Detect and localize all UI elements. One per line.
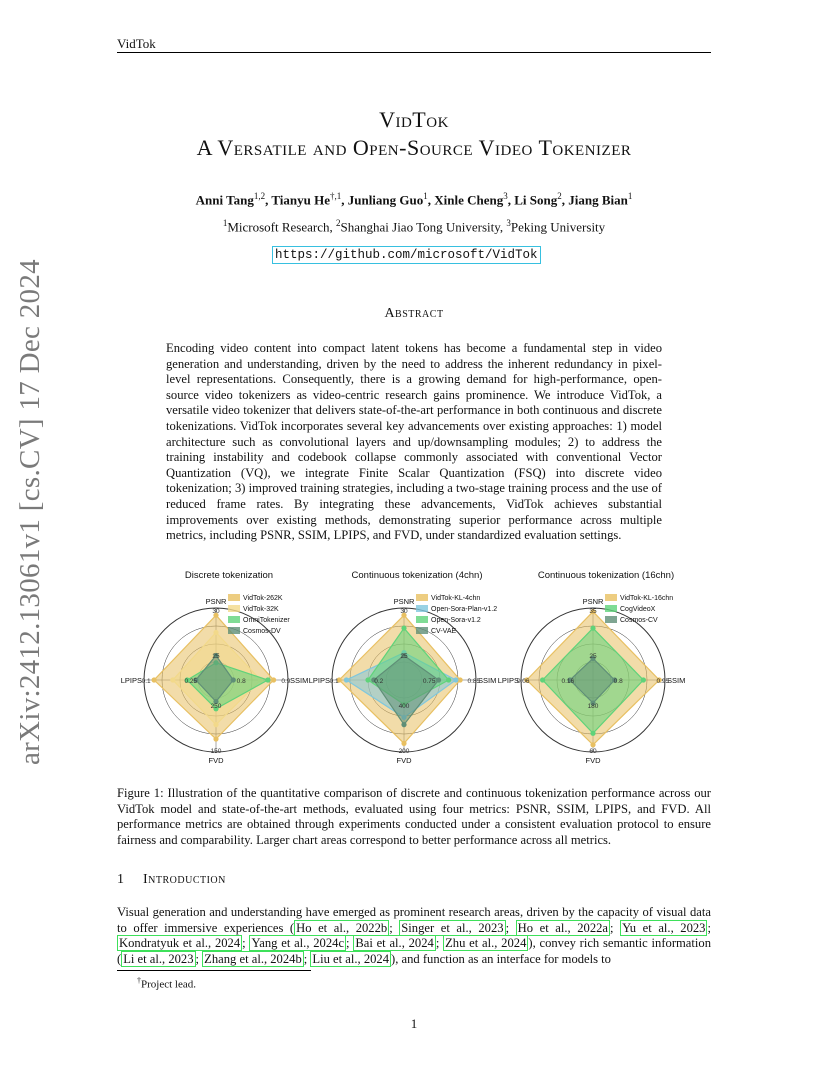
data-point	[170, 677, 175, 682]
page-number: 1	[410, 1016, 418, 1031]
legend-swatch	[228, 616, 240, 623]
author-name: Anni Tang	[195, 192, 254, 208]
author-affil-mark: 1	[423, 191, 428, 201]
legend-swatch	[416, 627, 428, 634]
tick-label: 400	[398, 703, 410, 711]
legend-label: VidTok-KL-16chn	[620, 595, 674, 602]
intro-text-run: ), convey rich semantic information (	[117, 936, 711, 966]
figure-caption	[117, 786, 711, 848]
citation-link[interactable]: Liu et al., 2024	[312, 951, 390, 966]
axis-label: SSIM	[478, 676, 497, 685]
legend-label: Cosmos-DV	[243, 628, 281, 635]
affil-mark: 2	[336, 218, 341, 228]
axis-label: SSIM	[667, 676, 686, 685]
legend-label: CogVideoX	[620, 606, 656, 613]
legend-label: VidTok-32K	[243, 606, 279, 613]
axis-label: PSNR	[205, 597, 227, 606]
data-point	[213, 722, 218, 727]
intro-text-run: ;	[610, 920, 621, 935]
running-header: VidTok	[117, 36, 156, 51]
intro-paragraph	[117, 905, 711, 967]
tick-label: 25	[400, 652, 408, 660]
tick-label: 0.8	[236, 678, 246, 685]
affiliations	[0, 218, 828, 235]
radar-chart-continuous-16chn	[497, 570, 703, 780]
caption-text: Figure 1: Illustration of the quantitative comparison of discrete and continuous tokenization performance across our VidTok model and state-of-the-art methods, evaluated using four metrics: PSNR, SSIM, LPIPS, and FVD. All performance metrics are obtained through experiments conducted under a consistent evaluation protocol to ensure fairness and comparability. Larger chart areas correspond to better performance across all metrics.	[117, 786, 711, 847]
abstract-text: Encoding video content into compact latent tokens has become a fundamental step in video generation and understanding, driven by the need to address the inherent redundancy in pixel-level representations. Consequently, there is a growing demand for high-performance, open-source video tokenizers as video-centric research gains prominence. We introduce VidTok, a versatile video tokenizer that delivers state-of-the-art performance in both continuous and discrete tokenizations. VidTok incorporates several key advancements over existing approaches: 1) model architecture such as convolutional layers and up/downsampling modules; 2) to address the training instability and codebook collapse commonly associated with conventional Vector Quantization (VQ), we integrate Finite Scalar Quantization (FSQ) into discrete video tokenization; 3) improved training strategies, including a two-stage training process and the use of reduced frame rates. By integrating these advancements, VidTok achieves substantial improvements over existing methods, demonstrating superior performance across multiple metrics, including PSNR, SSIM, LPIPS, and FVD, under standardized evaluation settings.	[166, 341, 662, 543]
abstract-heading: Abstract	[384, 306, 444, 321]
legend-swatch	[605, 605, 617, 612]
footnote-text: Project lead.	[141, 978, 196, 991]
author-affil-mark: 1,2	[253, 191, 266, 201]
axis-label: LPIPS	[120, 676, 142, 685]
intro-text-run: ;	[195, 951, 203, 966]
data-point	[401, 722, 406, 727]
data-point	[590, 626, 595, 631]
tick-label: 60	[589, 747, 597, 755]
paper-subtitle: A Versatile and Open-Source Video Tokenizer	[196, 135, 632, 160]
intro-text-run: ;	[505, 920, 516, 935]
legend-swatch	[228, 605, 240, 612]
data-point	[265, 677, 270, 682]
legend-swatch	[228, 594, 240, 601]
data-point	[401, 626, 406, 631]
footnote	[137, 976, 196, 991]
radar-chart-discrete	[120, 570, 326, 780]
chart-title: Discrete tokenization	[184, 570, 274, 581]
chart-title: Continuous tokenization (4chn)	[351, 570, 483, 581]
affil-name: Microsoft Research,	[227, 219, 336, 235]
legend-swatch	[416, 594, 428, 601]
legend-swatch	[605, 594, 617, 601]
legend-label: Open-Sora-v1.2	[431, 617, 481, 624]
data-point	[151, 677, 156, 682]
radar-chart-continuous-4chn	[308, 570, 514, 780]
footnote-mark: †	[137, 976, 141, 985]
data-point	[401, 741, 406, 746]
tick-label: 0.16	[561, 678, 575, 685]
citation-link[interactable]: Yang et al., 2024c	[251, 936, 345, 950]
data-point	[446, 677, 451, 682]
citation-link[interactable]: Zhu et al., 2024	[445, 936, 527, 950]
tick-label: 200	[398, 747, 410, 755]
paper-title: VidTok	[379, 107, 449, 132]
author-name: Xinle Cheng	[434, 192, 504, 208]
data-point	[213, 736, 218, 741]
axis-label: FVD	[396, 756, 412, 765]
citation-link[interactable]: Zhang et al., 2024b	[204, 951, 302, 966]
tick-label: 0.06	[516, 678, 530, 685]
data-point	[365, 677, 370, 682]
citation-link[interactable]: Ho et al., 2022a	[517, 920, 609, 935]
tick-label: 25	[212, 652, 220, 660]
data-point	[590, 731, 595, 736]
data-point	[453, 677, 458, 682]
affil-mark: 3	[506, 218, 511, 228]
chart-title: Continuous tokenization (16chn)	[537, 570, 675, 581]
affil-name: Shanghai Jiao Tong University,	[340, 219, 507, 235]
author-affil-mark: 2	[557, 191, 562, 201]
radar-svg	[497, 570, 703, 780]
tick-label: 25	[589, 652, 597, 660]
intro-text-run: Visual generation and understanding have emerged as prominent research areas, driven by the capacity of visual data to offer immersive experiences (	[117, 905, 711, 935]
author-list: Anni Tang$^{1,2}$, Tianyu $He^{\dagger,1}$, Junliang Guo$^1$, Xinle Cheng$^3$, Li Song$^2$, Jiang Bian$^1$	[195, 191, 633, 208]
radar-svg	[120, 570, 326, 780]
author-name: Li Song	[514, 192, 558, 208]
repo-link[interactable]: https://github.com/microsoft/VidTok	[272, 246, 541, 264]
tick-label: 30	[212, 608, 220, 616]
legend-swatch	[605, 616, 617, 623]
arxiv-identifier[interactable]: arXiv:2412.13061v1 [cs.CV] 17 Dec 2024	[14, 259, 46, 765]
affil-name: Peking University	[510, 219, 606, 235]
header-rule	[117, 52, 711, 53]
citation-link[interactable]: Bai et al., 2024	[355, 936, 434, 950]
legend-swatch	[416, 616, 428, 623]
axis-label: PSNR	[582, 597, 604, 606]
data-point	[590, 742, 595, 747]
author-name: Tianyu He	[271, 192, 330, 208]
citation-link[interactable]: Li et al., 2023	[123, 951, 194, 966]
data-point	[231, 677, 236, 682]
data-point	[641, 677, 646, 682]
tick-label: 0.2	[374, 678, 384, 685]
tick-label: 30	[400, 608, 408, 616]
axis-label: SSIM	[290, 676, 309, 685]
footnote-rule	[117, 970, 311, 971]
author-name: Junliang Guo	[347, 192, 424, 208]
legend-label: Cosmos-CV	[620, 617, 658, 624]
section-heading	[117, 872, 226, 888]
intro-text-run: ;	[707, 920, 711, 935]
author-name: Jiang Bian	[568, 192, 628, 208]
legend-label: OmniTokenizer	[243, 617, 290, 624]
tick-label: 180	[587, 703, 599, 711]
citation-link[interactable]: Kondratyuk et al., 2024	[119, 936, 241, 950]
axis-label: LPIPS	[497, 676, 519, 685]
tick-label: 0.75	[422, 678, 436, 685]
tick-label: 250	[210, 703, 222, 711]
tick-label: 0.95	[656, 678, 670, 685]
intro-text	[117, 905, 711, 967]
legend-swatch	[416, 605, 428, 612]
tick-label: 0.8	[613, 678, 623, 685]
author-affil-mark: 1	[627, 191, 633, 201]
citation-link[interactable]: Singer et al., 2023	[401, 920, 504, 935]
radar-svg	[308, 570, 514, 780]
data-point	[344, 677, 349, 682]
intro-text-run: ;	[242, 936, 250, 950]
citation-link[interactable]: Ho et al., 2022b	[296, 920, 388, 935]
axis-label: FVD	[208, 756, 224, 765]
tick-label: 0.1	[329, 678, 339, 685]
legend-swatch	[228, 627, 240, 634]
citation-link[interactable]: Yu et al., 2023	[622, 920, 706, 935]
author-affil-mark: †,1	[329, 191, 342, 201]
intro-text-run: ;	[435, 936, 444, 950]
data-point	[540, 677, 545, 682]
axis-label: FVD	[585, 756, 601, 765]
legend-label: Open-Sora-Plan-v1.2	[431, 606, 498, 613]
section-number: 1	[117, 872, 124, 887]
affil-mark: 1	[222, 218, 228, 228]
legend-label: CV-VAE	[431, 628, 457, 635]
tick-label: 0.25	[184, 678, 198, 685]
abstract-body	[166, 341, 662, 544]
legend-label: VidTok-262K	[243, 595, 283, 602]
tick-label: 0.1	[141, 678, 151, 685]
axis-label: LPIPS	[308, 676, 330, 685]
intro-text-run: ), and function as an interface for models to	[391, 951, 611, 966]
tick-label: 35	[589, 608, 597, 616]
data-point	[213, 630, 218, 635]
intro-text-run: ;	[389, 920, 400, 935]
data-point	[436, 677, 441, 682]
tick-label: 0.9	[281, 678, 291, 685]
section-title: Introduction	[143, 872, 226, 887]
axis-label: PSNR	[393, 597, 415, 606]
intro-text-run: ;	[303, 951, 311, 966]
author-affil-mark: 3	[503, 191, 508, 201]
tick-label: 150	[210, 747, 222, 755]
legend-label: VidTok-KL-4chn	[431, 595, 481, 602]
tick-label: 0.85	[467, 678, 481, 685]
data-point	[271, 677, 276, 682]
intro-text-run: ;	[346, 936, 354, 950]
